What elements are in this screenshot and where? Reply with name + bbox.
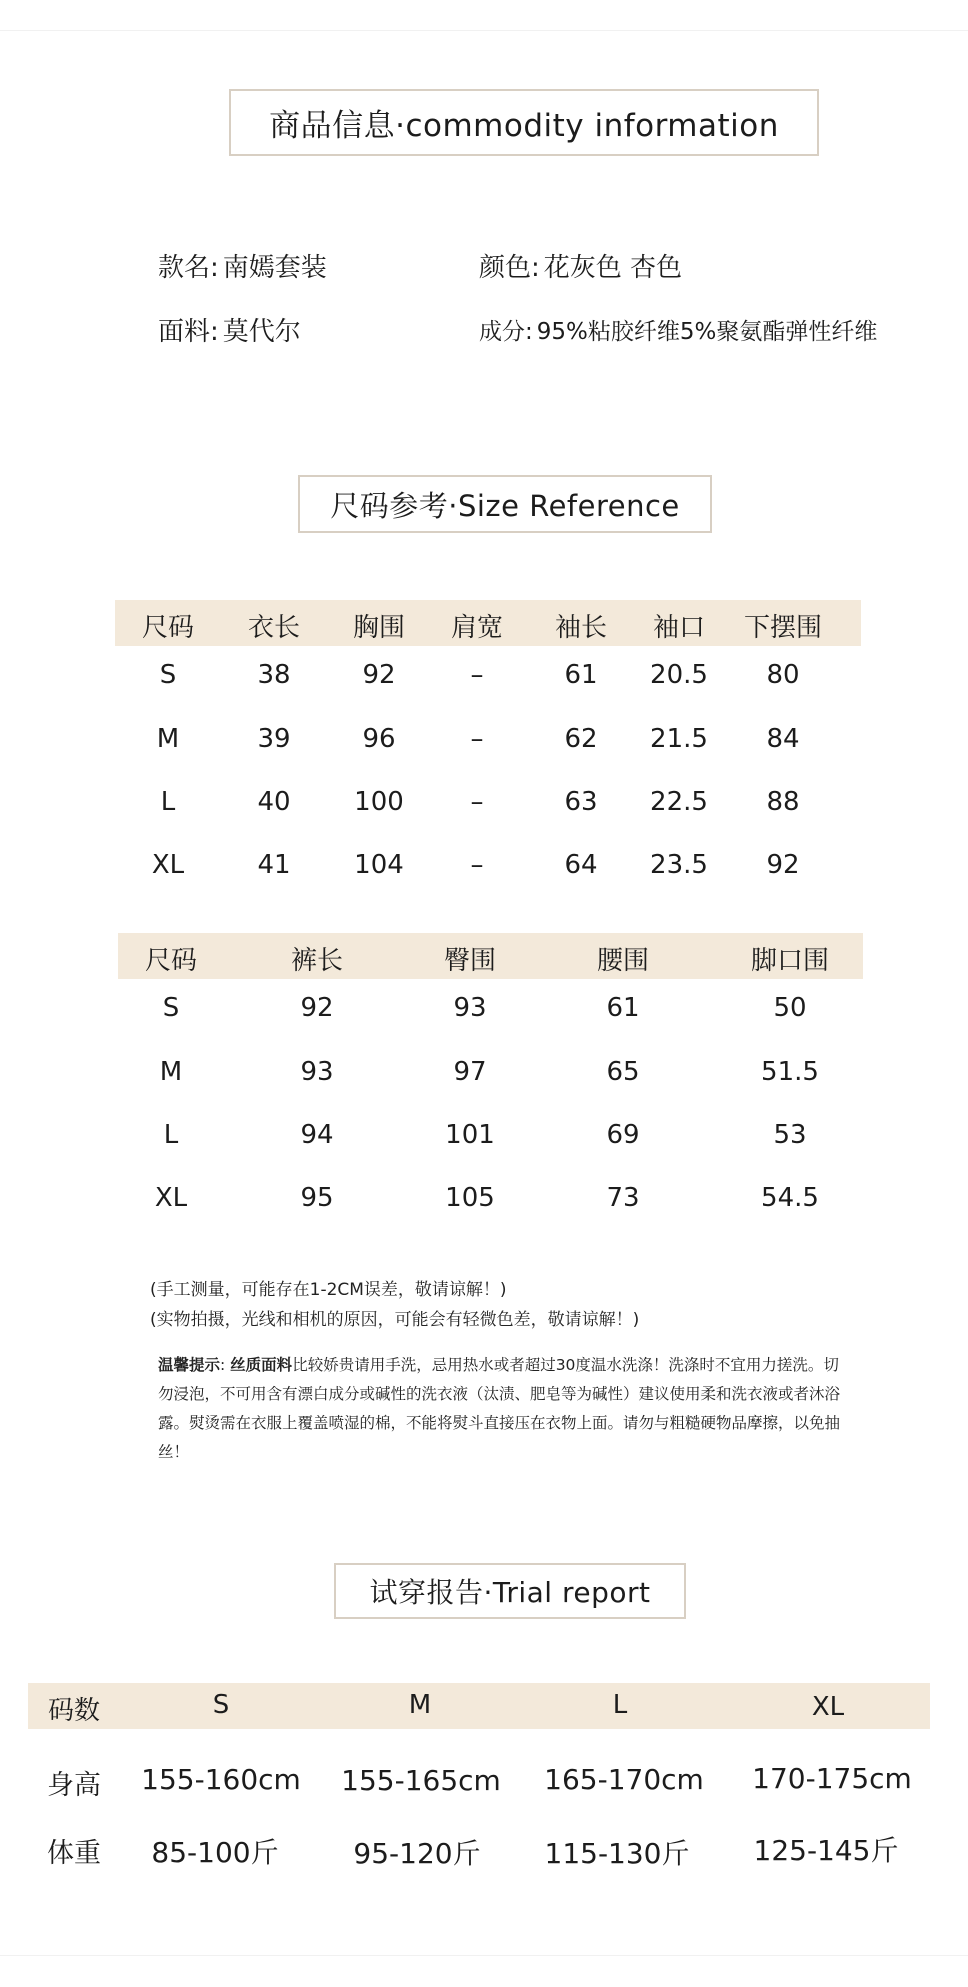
trial-header-cell: 码数 [47, 1696, 101, 1726]
care-tips-label: 温馨提示 [158, 1356, 221, 1374]
info-fabric-value: 莫代尔 [222, 317, 301, 347]
trial-report-title [334, 1563, 686, 1619]
trial-cell: 155-160cm [141, 1763, 301, 1796]
pants-cell: 65 [606, 1057, 640, 1087]
trial-report-table-header [28, 1683, 930, 1729]
top-cell: 62 [564, 724, 598, 754]
pants-cell: 94 [300, 1120, 334, 1150]
top-divider [0, 30, 968, 31]
pants-header-cell: 臀围 [443, 946, 497, 976]
top-header-cell: 衣长 [247, 613, 301, 643]
top-cell: – [470, 850, 484, 880]
pants-cell: 50 [773, 993, 807, 1023]
top-cell: 100 [354, 787, 404, 817]
trial-cell: 95-120斤 [353, 1837, 481, 1870]
info-fabric [158, 311, 301, 348]
pants-header-cell: 腰围 [596, 946, 650, 976]
top-cell: 61 [564, 660, 598, 690]
info-composition-label: 成分: [479, 319, 533, 345]
top-cell: S [159, 660, 177, 690]
size-reference-title [298, 475, 712, 533]
pants-cell: 93 [453, 993, 487, 1023]
trial-cell: 身高 [47, 1770, 101, 1801]
info-style-value: 南嫣套装 [222, 253, 327, 283]
size-reference-title-text: 尺码参考·Size Reference [330, 488, 680, 523]
top-header-cell: 袖口 [652, 613, 706, 643]
pants-cell: 97 [453, 1057, 487, 1087]
trial-cell: 165-170cm [544, 1763, 704, 1796]
top-cell: XL [151, 850, 185, 880]
top-cell: 23.5 [650, 850, 708, 880]
top-header-cell: 下摆围 [743, 613, 823, 643]
top-cell: 21.5 [650, 724, 708, 754]
top-cell: 88 [766, 787, 800, 817]
trial-cell: 125-145斤 [753, 1834, 899, 1867]
top-cell: L [160, 787, 176, 817]
pants-cell: 61 [606, 993, 640, 1023]
commodity-info-title [229, 89, 819, 156]
pants-cell: 105 [445, 1183, 495, 1213]
top-cell: 40 [257, 787, 291, 817]
top-cell: 38 [257, 660, 291, 690]
info-composition-value: 95%粘胶纤维5%聚氨酯弹性纤维 [536, 319, 878, 345]
top-cell: – [470, 787, 484, 817]
top-header-cell: 袖长 [554, 613, 608, 643]
pants-cell: 51.5 [761, 1057, 819, 1087]
top-cell: 41 [257, 850, 291, 880]
trial-cell: 85-100斤 [151, 1836, 279, 1869]
pants-cell: XL [154, 1183, 188, 1213]
info-color-label: 颜色: [479, 253, 540, 283]
pants-cell: 92 [300, 993, 334, 1023]
pants-cell: 53 [773, 1120, 807, 1150]
commodity-info-title-text: 商品信息·commodity information [269, 108, 779, 144]
care-tips [158, 1351, 848, 1467]
pants-cell: S [162, 993, 180, 1023]
trial-header-cell: L [612, 1690, 628, 1720]
care-tips-text: 比较娇贵请用手洗，忌用热水或者超过30度温水洗涤！洗涤时不宜用力搓洗。切勿浸泡，不可用含有漂白成分或碱性的洗衣液（汰渍、肥皂等为碱性）建议使用柔和洗衣液或者沐浴露。熨烫需在衣服上覆盖喷湿的棉，不能将熨斗直接压在衣物上面。请勿与粗糙硬物品摩擦，以免抽丝！ [158, 1356, 841, 1461]
info-color [479, 247, 682, 284]
info-composition [479, 313, 877, 346]
pants-cell: 95 [300, 1183, 334, 1213]
top-header-cell: 尺码 [141, 613, 195, 643]
top-header-cell: 肩宽 [450, 613, 504, 643]
pants-cell: M [159, 1057, 183, 1087]
trial-header-cell: S [212, 1690, 230, 1720]
trial-cell: 155-165cm [341, 1764, 501, 1797]
trial-cell: 体重 [47, 1838, 101, 1869]
top-cell: – [470, 724, 484, 754]
pants-cell: 73 [606, 1183, 640, 1213]
trial-cell: 170-175cm [752, 1762, 912, 1795]
info-style-label: 款名: [158, 253, 219, 283]
pants-header-cell: 裤长 [290, 946, 344, 976]
pants-header-cell: 尺码 [144, 946, 198, 976]
pants-cell: 54.5 [761, 1183, 819, 1213]
top-cell: 22.5 [650, 787, 708, 817]
top-cell: 84 [766, 724, 800, 754]
top-cell: – [470, 660, 484, 690]
top-cell: 64 [564, 850, 598, 880]
care-tips-fabric: 丝质面料 [230, 1356, 293, 1374]
pants-cell: L [163, 1120, 179, 1150]
measurement-note: (手工测量，可能存在1-2CM误差，敬请谅解！) [150, 1280, 507, 1300]
top-cell: 39 [257, 724, 291, 754]
top-cell: 104 [354, 850, 404, 880]
top-cell: M [156, 724, 180, 754]
care-tips-colon: : [220, 1356, 231, 1374]
top-cell: 96 [362, 724, 396, 754]
pants-cell: 69 [606, 1120, 640, 1150]
top-cell: 63 [564, 787, 598, 817]
top-size-table [115, 600, 861, 900]
trial-cell: 115-130斤 [544, 1837, 690, 1870]
color-difference-note: (实物拍摄，光线和相机的原因，可能会有轻微色差，敬请谅解！) [150, 1310, 640, 1330]
top-cell: 20.5 [650, 660, 708, 690]
pants-header-cell: 脚口围 [750, 946, 830, 976]
top-cell: 92 [362, 660, 396, 690]
trial-header-cell: XL [811, 1692, 845, 1722]
info-style [158, 247, 327, 284]
top-cell: 80 [766, 660, 800, 690]
pants-cell: 93 [300, 1057, 334, 1087]
trial-report-title-text: 试穿报告·Trial report [369, 1576, 651, 1609]
info-color-value: 花灰色 杏色 [543, 253, 683, 283]
bottom-divider [0, 1955, 968, 1956]
pants-cell: 101 [445, 1120, 495, 1150]
trial-report-table [28, 1683, 930, 1883]
info-fabric-label: 面料: [158, 317, 219, 347]
top-header-cell: 胸围 [352, 613, 406, 643]
pants-size-table [118, 933, 863, 1233]
top-cell: 92 [766, 850, 800, 880]
trial-header-cell: M [408, 1690, 432, 1720]
